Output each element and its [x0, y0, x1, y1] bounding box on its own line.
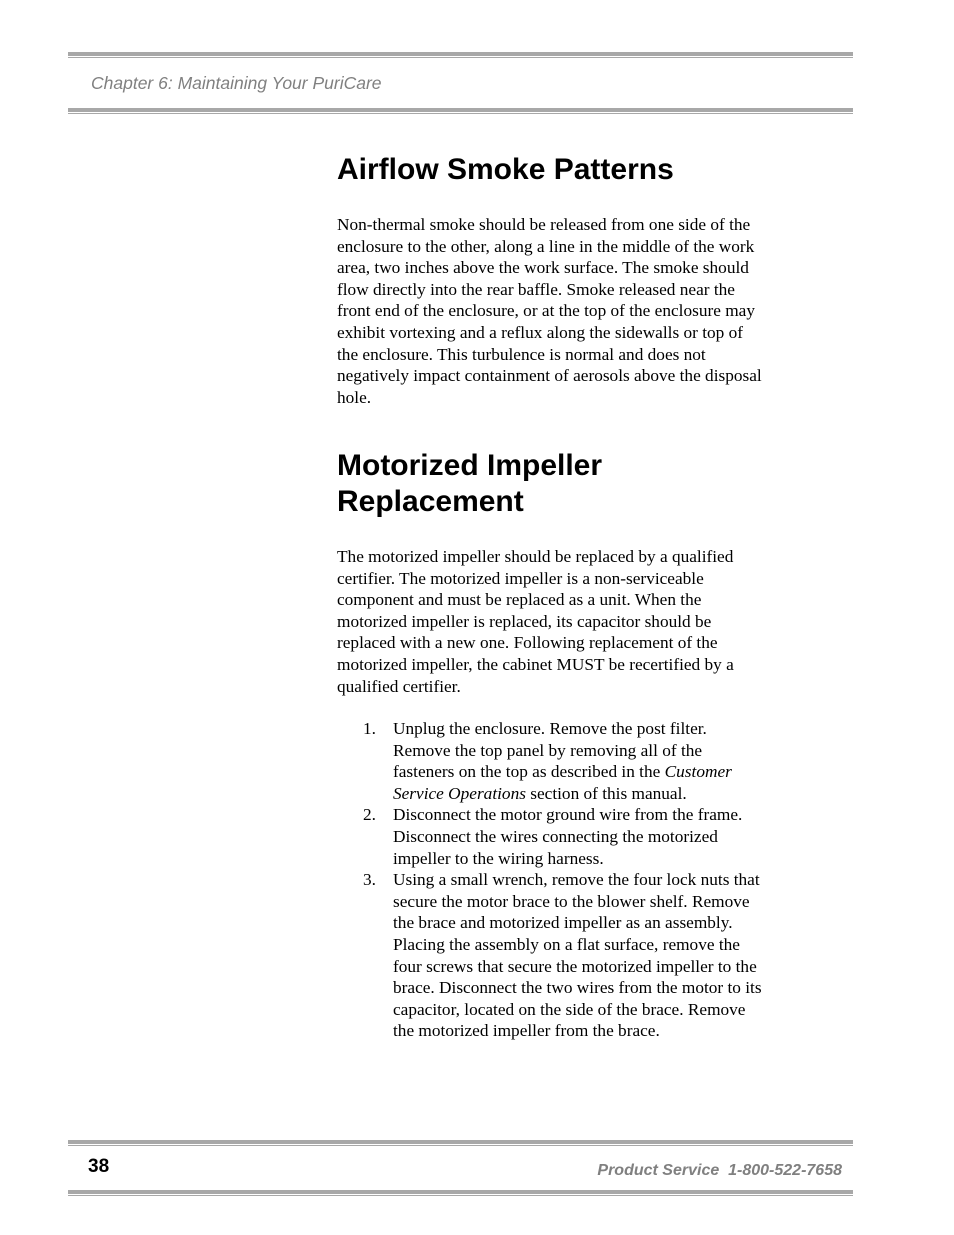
step-emphasis: Customer Service Operations — [393, 762, 732, 803]
step-text-after: section of this manual. — [525, 783, 687, 803]
footer-rule-bottom — [68, 1190, 853, 1196]
step-number: 3. — [363, 870, 376, 890]
airflow-paragraph: Non-thermal smoke should be released from one side of the enclosure to the other, along a line in the middle of the work area, two inches above the work surface. The smoke should flow directly into the rear baffle. Smoke released near the front end of the enclosure, or at the top of the enclosure may exhibit vortexing and a reflux along the sidewalls or top of the enclosure. This turbulence is normal and does not negatively impact containment of aerosols above the disposal hole. — [337, 215, 762, 407]
header-rule-top — [68, 52, 853, 58]
page-number: 38 — [88, 1156, 110, 1177]
section-title-airflow: Airflow Smoke Patterns — [337, 153, 674, 186]
step-text: Disconnect the motor ground wire from the frame. Disconnect the wires connecting the motorized impeller to the wiring harness. — [393, 805, 743, 868]
step-item — [337, 718, 767, 804]
header-rule-bottom — [68, 108, 853, 114]
step-item — [337, 804, 767, 869]
impeller-paragraph: The motorized impeller should be replaced by a qualified certifier. The motorized impeller is a non-serviceable component and must be replaced as a unit. When the motorized impeller is replaced, its capacitor should be replaced with a new one. Following replacement of the motorized impeller, the cabinet MUST be recertified by a qualified certifier. — [337, 547, 734, 696]
product-service-footer: Product Service 1-800-522-7658 — [597, 1162, 842, 1179]
step-number: 1. — [363, 719, 376, 738]
step-item — [337, 869, 767, 1042]
step-text: Unplug the enclosure. Remove the post filter. Remove the top panel by removing all of the fasteners on the top as described in the — [393, 719, 707, 782]
section-title-impeller: Motorized Impeller Replacement — [337, 449, 603, 518]
step-number: 2. — [363, 805, 376, 825]
chapter-header: Chapter 6: Maintaining Your PuriCare — [91, 73, 382, 93]
footer-rule-top — [68, 1140, 853, 1146]
step-text: Using a small wrench, remove the four lock nuts that secure the motor brace to the blower shelf. Remove the brace and motorized impeller as an assembly. Placing the assembly on a flat surface, remove the four screws that secure the motorized impeller to the brace. Disconnect the two wires from the motor to its capacitor, located on the side of the brace. Remove the motorized impeller from the brace. — [393, 870, 762, 1041]
replacement-steps-list — [337, 718, 767, 1042]
